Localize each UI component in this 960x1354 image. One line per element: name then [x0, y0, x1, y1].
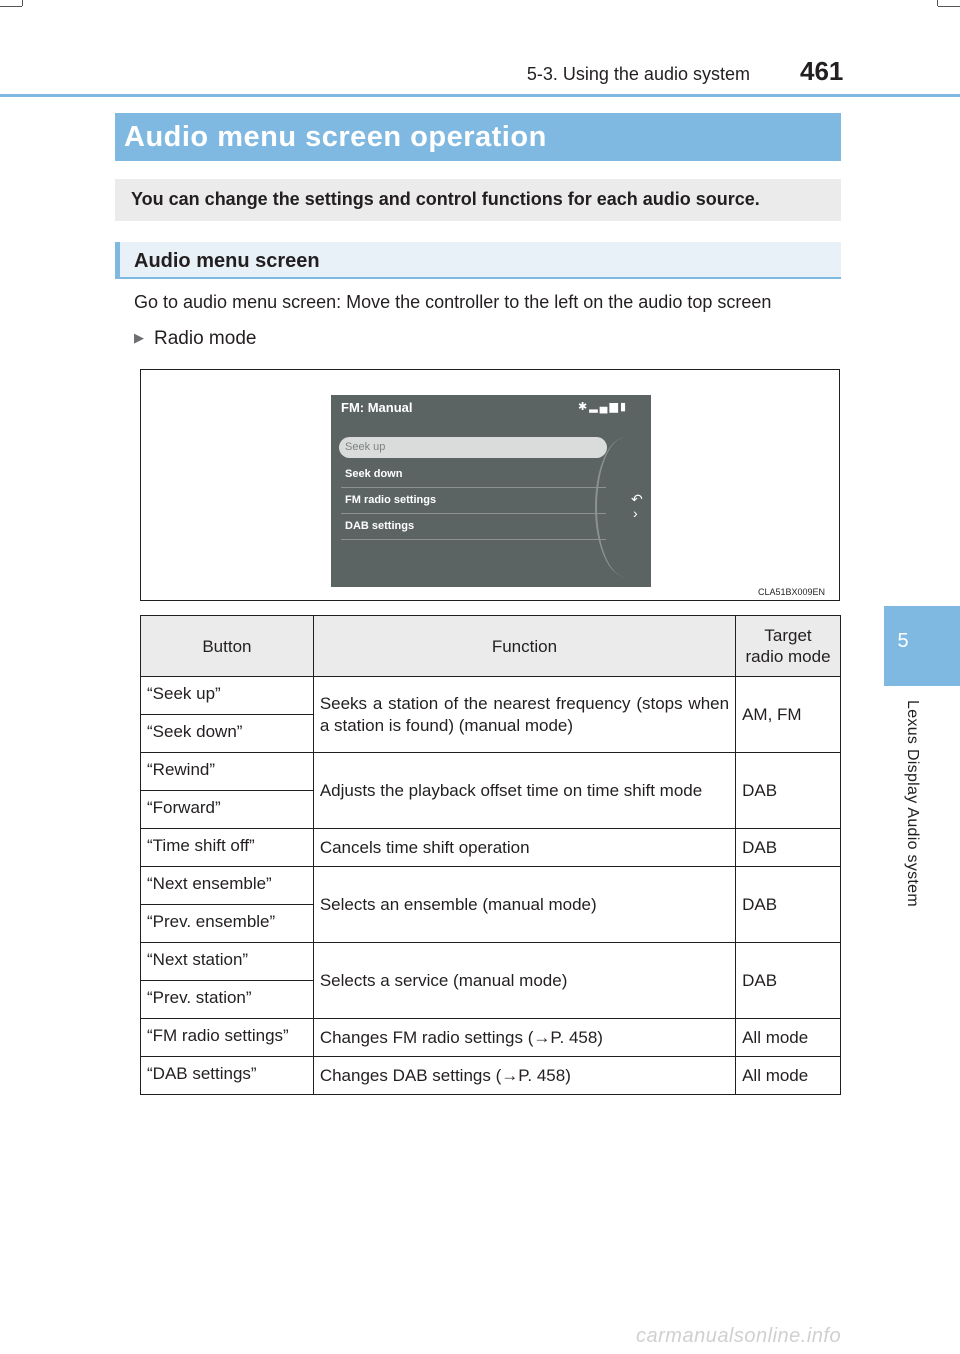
- audio-menu-screen-illustration: [331, 395, 651, 587]
- bullet-label: Radio mode: [154, 328, 257, 349]
- bullet-item: [134, 328, 256, 350]
- intro-text: You can change the settings and control functions for each audio source.: [115, 179, 841, 221]
- chevron-right-icon: ›: [633, 505, 638, 521]
- footer-watermark: carmanualsonline.info: [636, 1325, 842, 1347]
- screen-title: FM: Manual: [341, 400, 413, 415]
- menu-divider: [341, 539, 606, 540]
- table-cell-target: All mode: [736, 1019, 841, 1057]
- table-cell-button: “Next station”: [141, 943, 314, 981]
- table-cell-function: Seeks a station of the nearest frequency (stops when a station is found) (manual mode): [313, 677, 735, 753]
- crop-mark: [938, 6, 960, 7]
- table-header-function: Function: [313, 616, 735, 677]
- chapter-title: Lexus Display Audio system: [904, 700, 921, 908]
- page-number: 461: [800, 56, 844, 86]
- figure-code: CLA51BX009EN: [758, 587, 826, 597]
- table-cell-button: “DAB settings”: [141, 1057, 314, 1095]
- menu-item-seek-up: Seek up: [339, 437, 607, 458]
- header-rule: [0, 94, 960, 97]
- table-cell-button: “Rewind”: [141, 753, 314, 791]
- table-cell-button: “Time shift off”: [141, 829, 314, 867]
- table-cell-button: “FM radio settings”: [141, 1019, 314, 1057]
- table-cell-target: DAB: [736, 829, 841, 867]
- table-cell-target: DAB: [736, 943, 841, 1019]
- table-cell-function: Cancels time shift operation: [313, 829, 735, 867]
- table-cell-button: “Prev. ensemble”: [141, 905, 314, 943]
- crop-mark: [22, 0, 23, 6]
- table-cell-function: Changes DAB settings (→P. 458): [313, 1057, 735, 1095]
- page-title: Audio menu screen operation: [115, 113, 841, 161]
- table-cell-function: Adjusts the playback offset time on time shift mode: [313, 753, 735, 829]
- subheading: Audio menu screen: [115, 242, 841, 279]
- table-cell-button: “Prev. station”: [141, 981, 314, 1019]
- menu-divider: [341, 487, 606, 488]
- chapter-number: 5: [897, 630, 909, 652]
- table-cell-button: “Seek up”: [141, 677, 314, 715]
- table-cell-button: “Seek down”: [141, 715, 314, 753]
- menu-item-dab-settings: DAB settings: [345, 520, 415, 532]
- table-header-button: Button: [141, 616, 314, 677]
- menu-divider: [341, 513, 606, 514]
- table-cell-target: All mode: [736, 1057, 841, 1095]
- table-cell-target: AM, FM: [736, 677, 841, 753]
- signal-icon: ▂▄▆: [589, 401, 620, 413]
- battery-icon: ▮: [619, 401, 628, 413]
- table-cell-button: “Forward”: [141, 791, 314, 829]
- instruction-text: Go to audio menu screen: Move the controller to the left on the audio top screen: [134, 292, 772, 312]
- button-function-table: [140, 615, 841, 1095]
- menu-item-seek-down: Seek down: [345, 468, 403, 480]
- back-arrow-icon: ↶: [631, 491, 643, 507]
- crop-mark: [0, 6, 22, 7]
- table-cell-function: Changes FM radio settings (→P. 458): [313, 1019, 735, 1057]
- table-cell-button: “Next ensemble”: [141, 867, 314, 905]
- bluetooth-icon: ✱: [578, 401, 590, 413]
- table-cell-function: Selects an ensemble (manual mode): [313, 867, 735, 943]
- table-cell-target: DAB: [736, 753, 841, 829]
- table-header-target: Target radio mode: [736, 616, 841, 677]
- subheading-accent: [115, 242, 120, 279]
- table-cell-function: Selects a service (manual mode): [313, 943, 735, 1019]
- menu-item-fm-radio-settings: FM radio settings: [345, 494, 437, 506]
- table-cell-target: DAB: [736, 867, 841, 943]
- triangle-bullet-icon: ▶: [134, 330, 144, 345]
- status-icons: [578, 400, 628, 413]
- section-title: 5-3. Using the audio system: [526, 64, 750, 84]
